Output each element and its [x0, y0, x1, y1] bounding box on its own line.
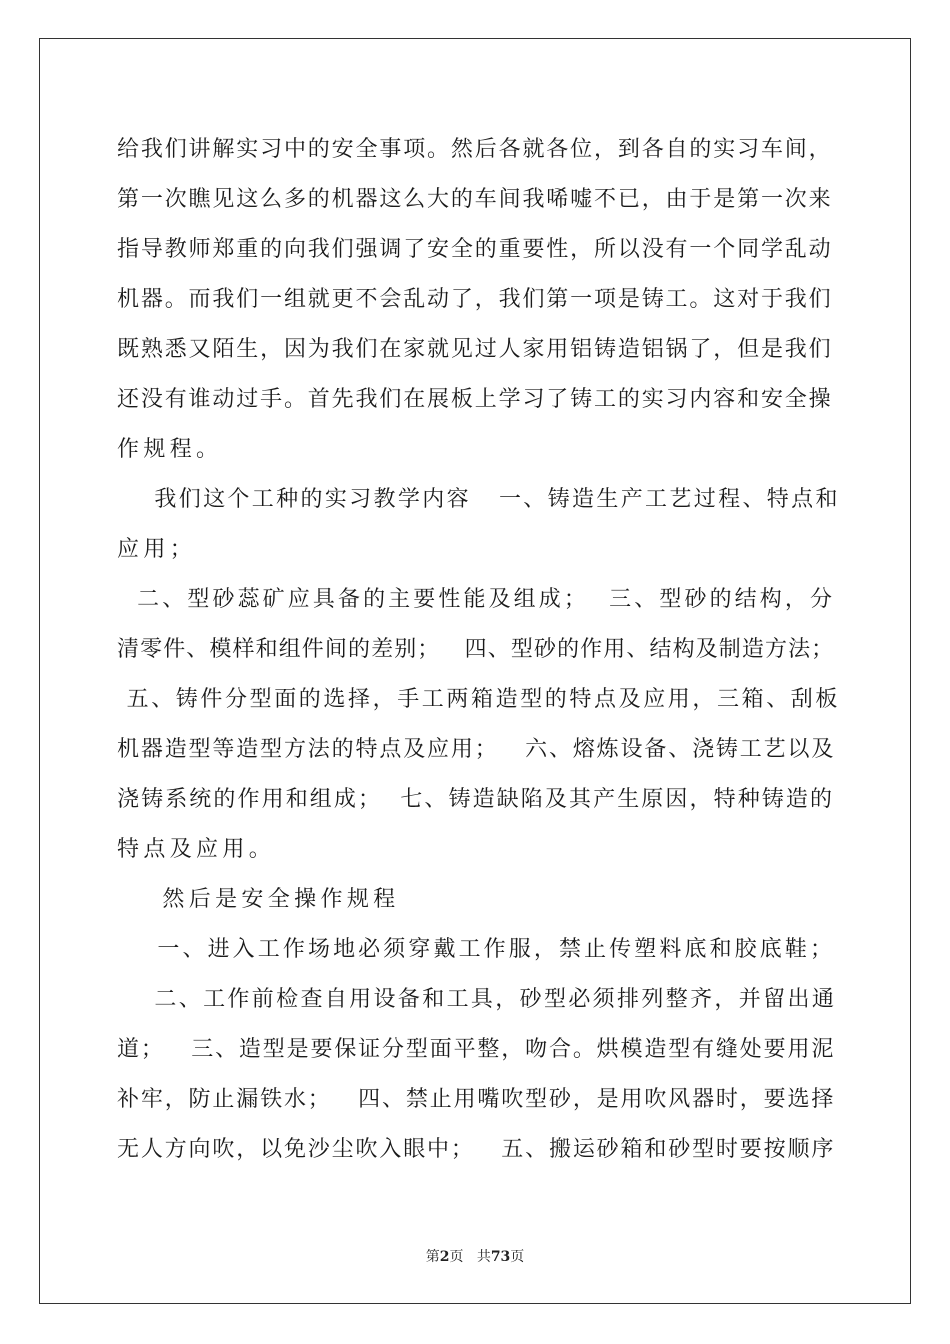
text-line: 我们这个工种的实习教学内容 一、铸造生产工艺过程、特点和	[117, 487, 840, 512]
text-line: 无人方向吹，以免沙尘吹入眼中； 五、搬运砂箱和砂型时要按顺序	[117, 1137, 836, 1162]
text-line: 补牢，防止漏铁水； 四、禁止用嘴吹型砂，是用吹风器时，要选择	[117, 1087, 836, 1112]
text-line: 清零件、模样和组件间的差别； 四、型砂的作用、结构及制造方法；	[117, 637, 835, 662]
text-line: 作规程。	[117, 437, 223, 462]
text-line: 一、进入工作场地必须穿戴工作服，禁止传塑料底和胶底鞋；	[117, 937, 836, 962]
page-prefix: 第	[425, 1249, 440, 1265]
text-line: 二、型砂蕊矿应具备的主要性能及组成； 三、型砂的结构，分	[117, 587, 836, 612]
text-line: 应用；	[117, 537, 197, 562]
page-footer	[0, 1248, 950, 1266]
total-prefix: 共	[476, 1249, 491, 1265]
text-line: 第一次瞧见这么多的机器这么大的车间我唏嘘不已，由于是第一次来	[117, 187, 833, 212]
text-line: 机器。而我们一组就更不会乱动了，我们第一项是铸工。这对于我们	[117, 287, 833, 312]
text-line: 特点及应用。	[117, 837, 276, 862]
text-line: 然后是安全操作规程	[117, 887, 400, 912]
text-line: 二、工作前检查自用设备和工具，砂型必须排列整齐，并留出通	[117, 987, 837, 1012]
text-line: 指导教师郑重的向我们强调了安全的重要性，所以没有一个同学乱动	[117, 237, 833, 262]
text-line: 机器造型等造型方法的特点及应用； 六、熔炼设备、浇铸工艺以及	[117, 737, 836, 762]
text-line: 给我们讲解实习中的安全事项。然后各就各位，到各自的实习车间，	[117, 137, 833, 162]
text-line: 还没有谁动过手。首先我们在展板上学习了铸工的实习内容和安全操	[117, 387, 833, 412]
total-pages: 73	[490, 1249, 511, 1265]
page-number: 2	[439, 1249, 450, 1265]
text-line: 浇铸系统的作用和组成； 七、铸造缺陷及其产生原因，特种铸造的	[117, 787, 835, 812]
text-line: 既熟悉又陌生，因为我们在家就见过人家用铝铸造铝锅了，但是我们	[117, 337, 833, 362]
text-line: 五、铸件分型面的选择，手工两箱造型的特点及应用，三箱、刮板	[117, 687, 840, 712]
text-line: 道； 三、造型是要保证分型面平整，吻合。烘模造型有缝处要用泥	[117, 1037, 836, 1062]
page-suffix: 页	[449, 1249, 464, 1265]
page-border	[39, 38, 911, 1304]
total-suffix: 页	[510, 1249, 525, 1265]
